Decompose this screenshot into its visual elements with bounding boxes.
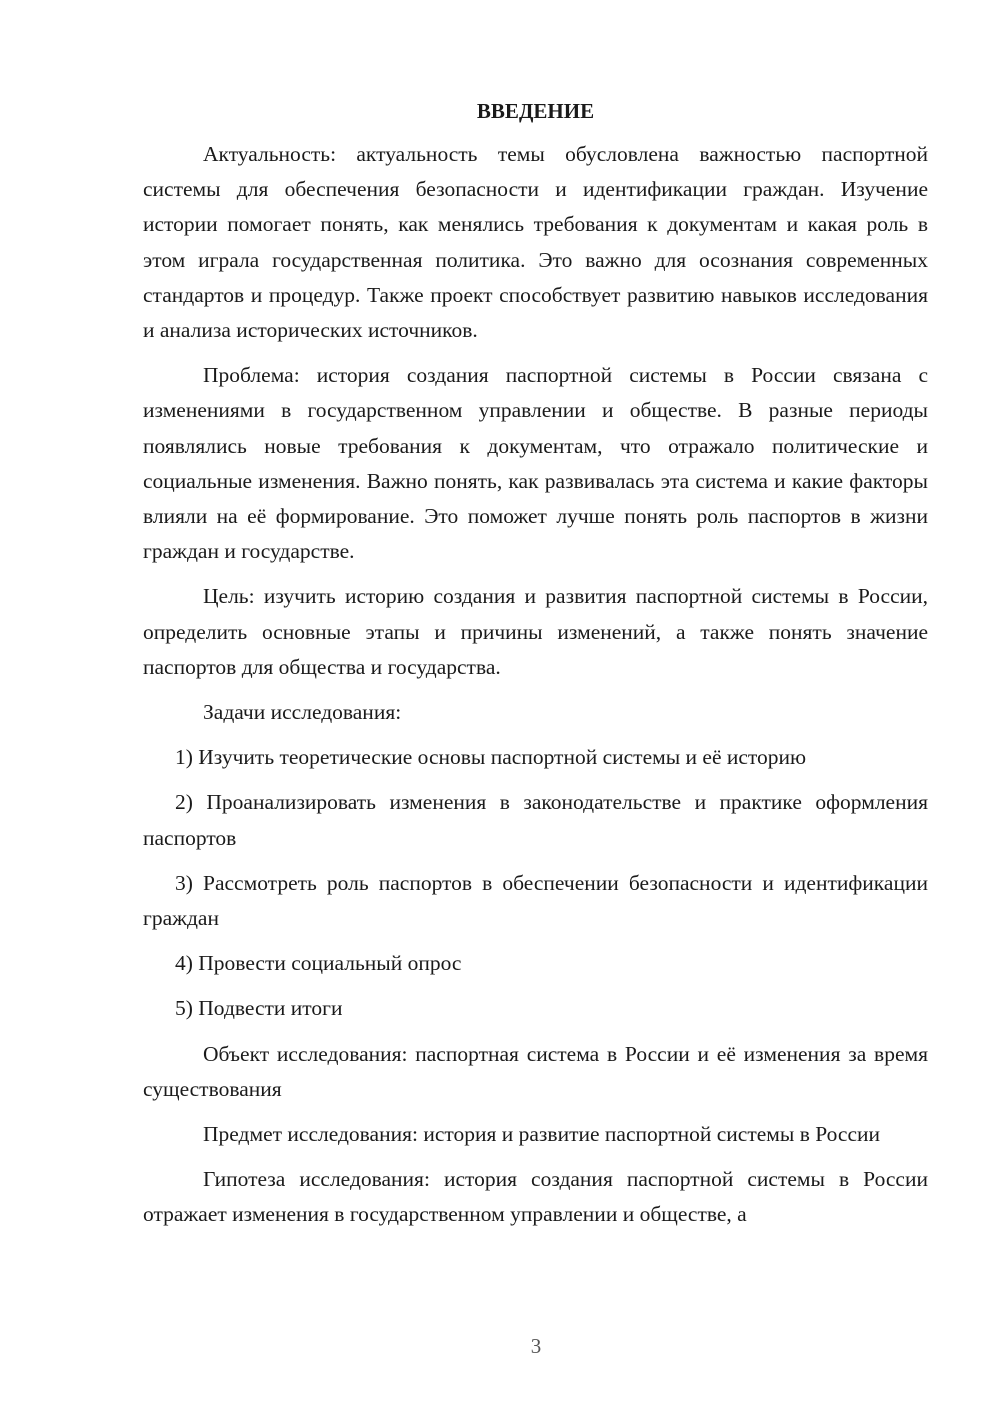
document-page (143, 96, 928, 1243)
paragraph-hypothesis: Гипотеза исследования: история создания паспортной системы в России отражает изменения в государственном управлении и обществе, а (143, 1167, 928, 1227)
paragraph-goal: Цель: изучить историю создания и развития паспортной системы в России, определить основные этапы и причины изменений, а также понять значение паспортов для общества и государства. (143, 584, 928, 679)
paragraph-tasks-heading: Задачи исследования: (203, 700, 402, 725)
paragraph-object: Объект исследования: паспортная система в России и её изменения за время существования (143, 1041, 928, 1101)
page-number: 3 (530, 1334, 542, 1358)
task-item: 3) Рассмотреть роль паспортов в обеспечении безопасности и идентификации граждан (143, 870, 928, 931)
paragraph-subject: Предмет исследования: история и развитие паспортной системы в России (203, 1122, 881, 1147)
paragraph-problem: Проблема: история создания паспортной системы в России связана с изменениями в государственном управлении и обществе. В разные периоды появлялись новые требования к документам, что отражало политические и социальные изменения. Важно понять, как развивалась эта система и какие факторы влияли на её формирование. Это поможет лучше понять роль паспортов в жизни граждан и государстве. (143, 363, 928, 564)
section-title: ВВЕДЕНИЕ (476, 99, 595, 123)
paragraph-relevance: Актуальность: актуальность темы обусловлена важностью паспортной системы для обеспечения безопасности и идентификации граждан. Изучение истории помогает понять, как менялись требования к документам и какая роль в этом играла государственная политика. Это важно для осознания современных стандартов и процедур. Также проект способствует развитию навыков исследования и анализа исторических источников. (143, 142, 928, 343)
task-item: 2) Проанализировать изменения в законодательстве и практике оформления паспортов (143, 790, 928, 850)
task-item: 4) Провести социальный опрос (175, 951, 462, 976)
task-item: 1) Изучить теоретические основы паспортной системы и её историю (175, 745, 807, 770)
task-item: 5) Подвести итоги (175, 996, 343, 1021)
